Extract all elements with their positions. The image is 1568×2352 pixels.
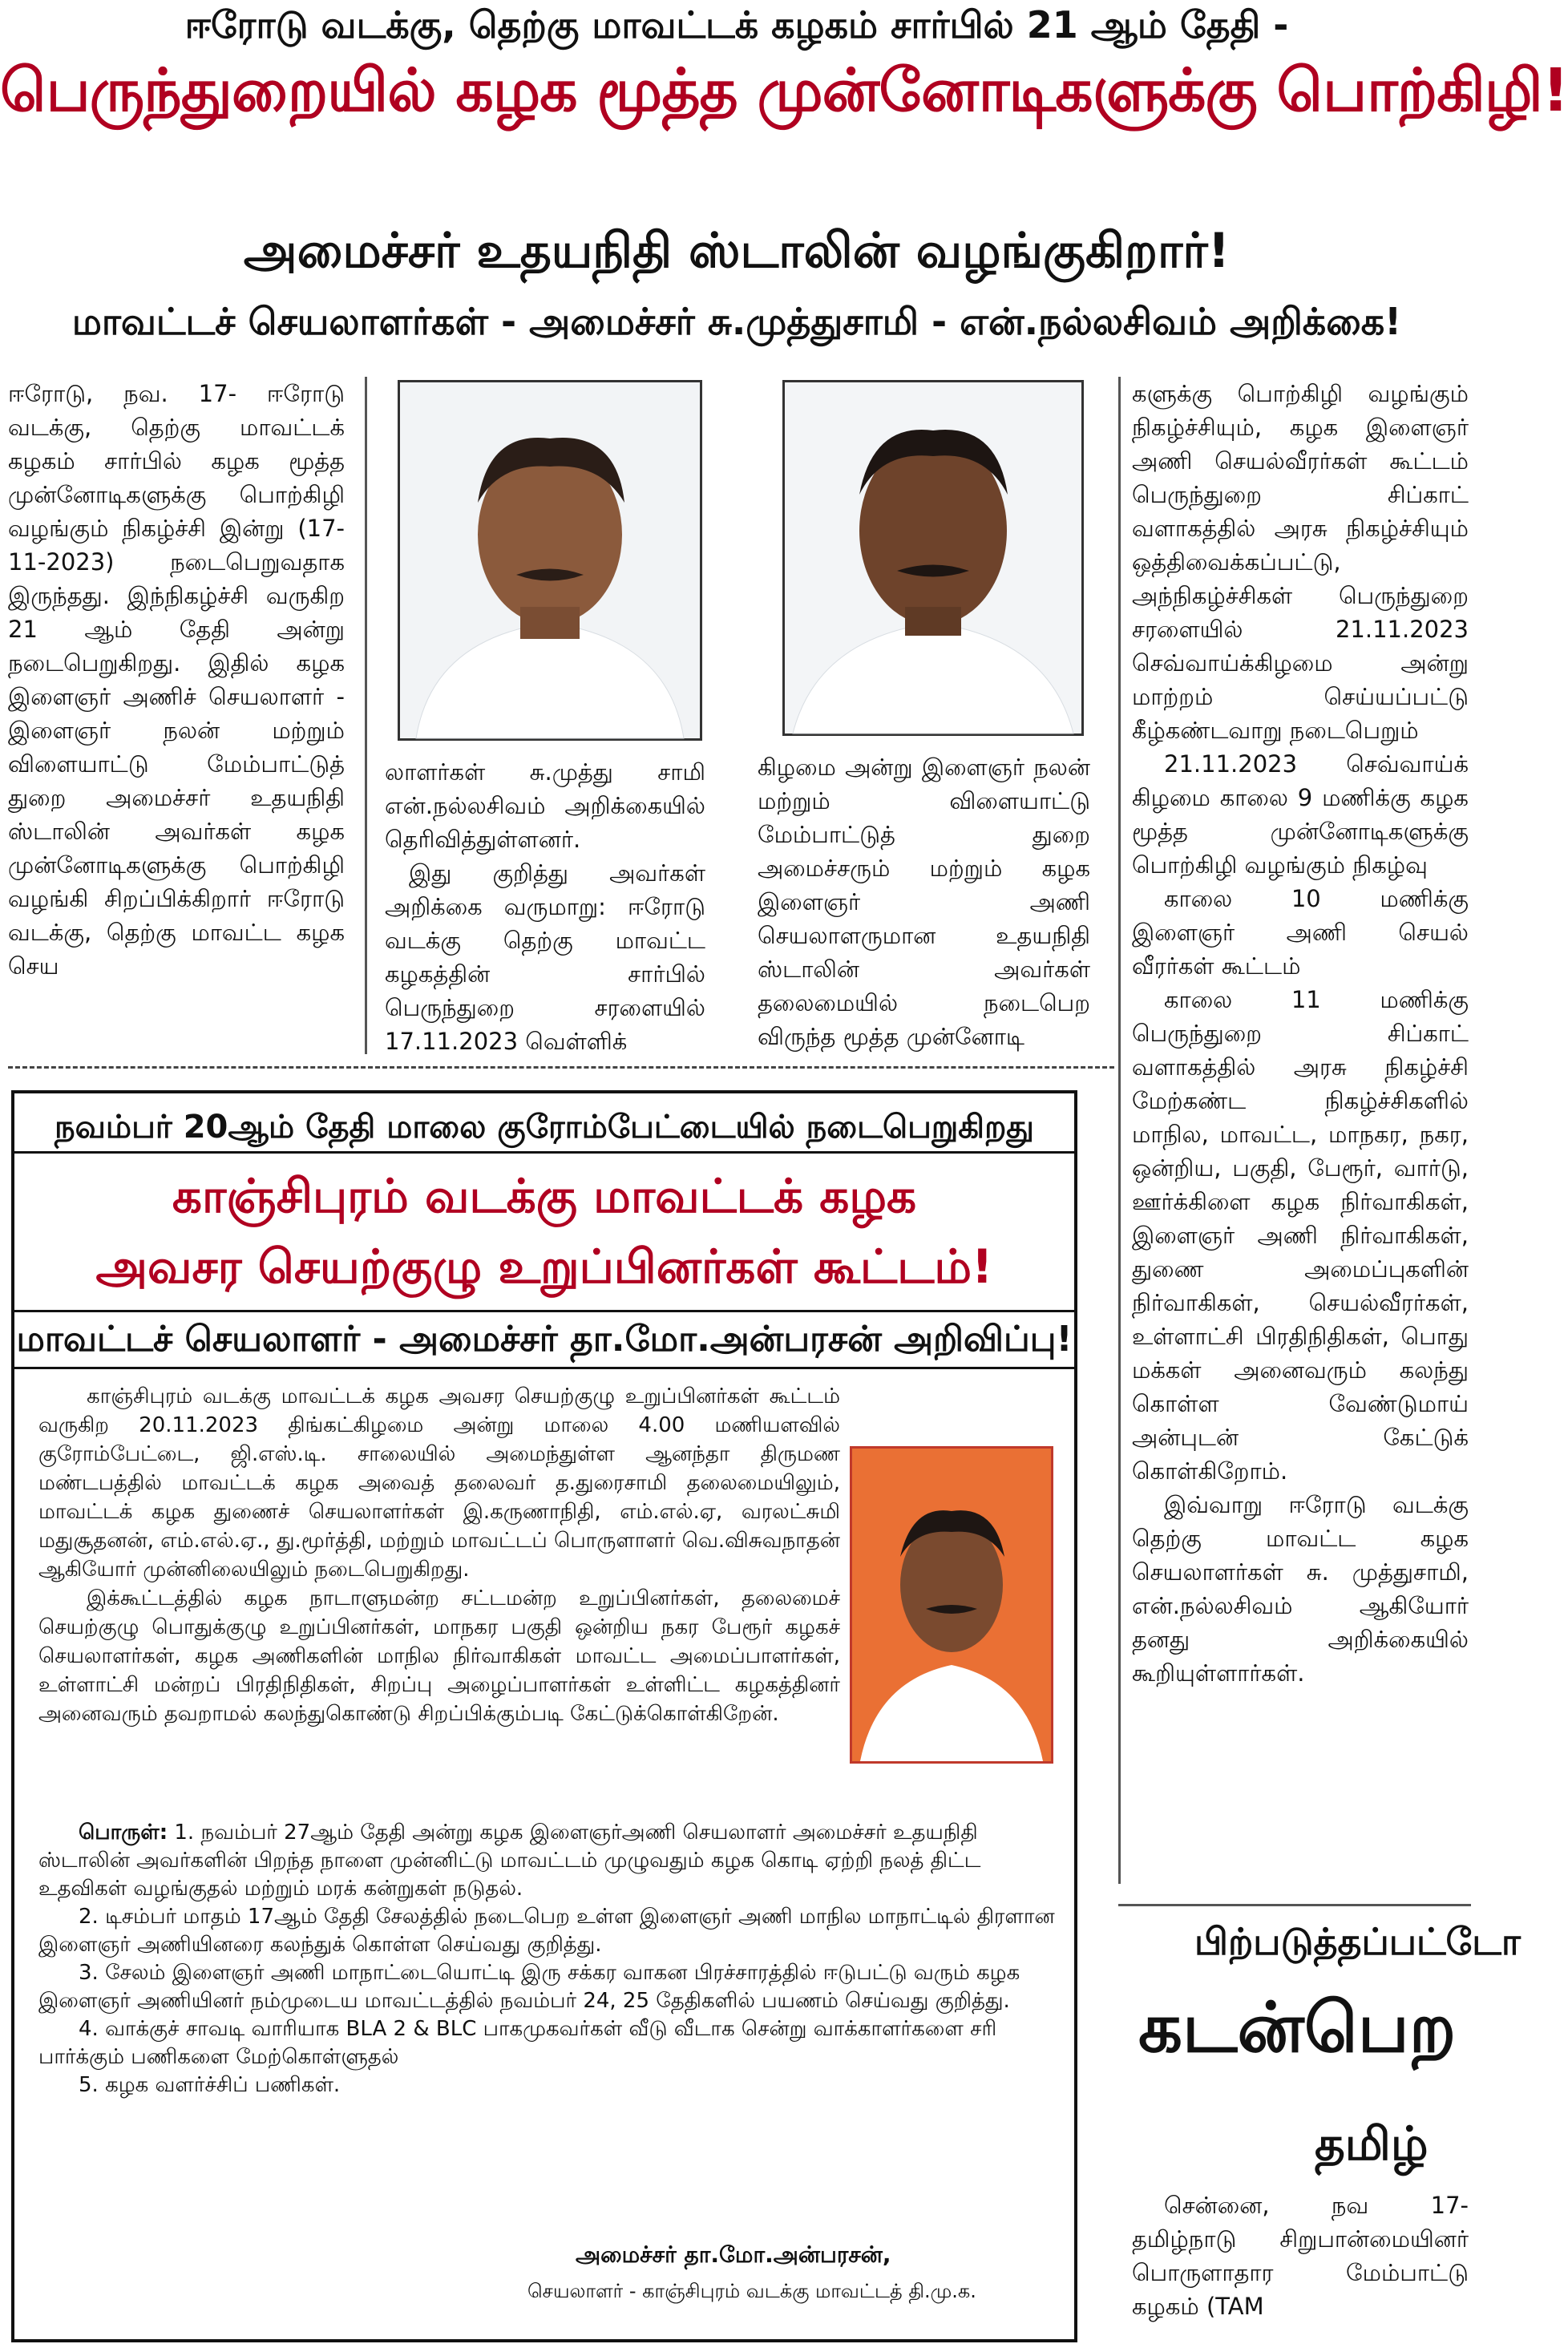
article-subheadline: அமைச்சர் உதயநிதி ஸ்டாலின் வழங்குகிறார்! — [243, 223, 1231, 279]
agenda-item: 2. டிசம்பர் மாதம் 17ஆம் தேதி சேலத்தில் நடைபெற உள்ள இளைஞர் அணி மாநில மாநாட்டில் திரளான இளைஞர் அணியினரை கலந்துக் கொள்ள செய்வது குறித்து. — [38, 1905, 1055, 1957]
agenda-item: 4. வாக்குச் சாவடி வாரியாக BLA 2 & BLC பாகமுகவர்கள் வீடு வீடாக சென்று வாக்காளர்களை சரி பார்க்கும் பணிகளை மேற்கொள்ளுதல் — [38, 2017, 997, 2069]
teaser-kicker: பிற்படுத்தப்பட்டோ — [1194, 1920, 1521, 1963]
notice-kicker: நவம்பர் 20ஆம் தேதி மாலை குரோம்பேட்டையில் நடைபெறுகிறது — [14, 1103, 1074, 1154]
article-col4-text-c: காலை 10 மணிக்கு இளைஞர் அணி செயல் வீரர்கள் கூட்டம் — [1132, 885, 1469, 980]
article-col4-text-e: இவ்வாறு ஈரோடு வடக்கு தெற்கு மாவட்ட கழக செயலாளர்கள் சு. முத்துசாமி, என்.நல்லசிவம் ஆகியோர் தனது அறிக்கையில் கூறியுள்ளார்கள். — [1132, 1491, 1469, 1687]
section-divider — [1118, 1904, 1471, 1906]
notice-paragraph-2: இக்கூட்டத்தில் கழக நாடாளுமன்ற சட்டமன்ற உறுப்பினர்கள், தலைமைச் செயற்குழு பொதுக்குழு உறுப்பினர்கள், மாநகர பகுதி ஒன்றிய நகர பேரூர் கழகச் செயலாளர்கள், கழக அணிகளின் மாநில நிர்வாகிகள் மாவட்ட அமைப்பாளர்கள், உள்ளாட்சி மன்றப் பிரதிநிதிகள், சிறப்பு அழைப்பாளர்கள் உள்ளிட்ட கழகத்தினர் அனைவரும் தவறாமல் கலந்துகொண்டு சிறப்பிக்கும்படி கேட்டுக்கொள்கிறேன். — [38, 1586, 840, 1726]
article-col4-text-a: களுக்கு பொற்கிழி வழங்கும் நிகழ்ச்சியும், கழக இளைஞர் அணி செயல்வீரர்கள் கூட்டம் பெருந்துறை சிப்காட் வளாகத்தில் அரசு நிகழ்ச்சியும் ஒத்திவைக்கப்பட்டு, அந்நிகழ்ச்சிகள் பெருந்துறை சரளையில் 21.11.2023 செவ்வாய்க்கிழமை அன்று மாற்றம் செய்யப்பட்டு கீழ்கண்டவாறு நடைபெறும் — [1132, 380, 1469, 744]
photo-muthusamy — [398, 380, 702, 741]
article-column-4 — [1132, 377, 1469, 1884]
notice-agenda — [38, 1819, 1057, 2236]
portrait-image — [400, 382, 700, 738]
article-headline: பெருந்துறையில் கழக மூத்த முன்னோடிகளுக்கு பொற்கிழி! — [0, 56, 1568, 125]
notice-headline-line-2: அவசர செயற்குழு உறுப்பினர்கள் கூட்டம்! — [95, 1239, 993, 1294]
article-col4-text-d: காலை 11 மணிக்கு பெருந்துறை சிப்காட் வளாகத்தில் அரசு நிகழ்ச்சி மேற்கண்ட நிகழ்ச்சிகளில் மாநில, மாவட்ட, மாநகர, நகர, ஒன்றிய, பகுதி, பேரூர், வார்டு, ஊர்க்கிளை கழக நிர்வாகிகள், இளைஞர் அணி நிர்வாகிகள், துணை அமைப்புகளின் நிர்வாகிகள், செயல்வீரர்கள், உள்ளாட்சி பிரதிநிதிகள், பொது மக்கள் அனைவரும் கலந்து கொள்ள வேண்டுமாய் அன்புடன் கேட்டுக் கொள்கிறோம். — [1132, 986, 1469, 1485]
teaser-headline: கடன்பெற — [1138, 1988, 1457, 2068]
article-col2-text: லாளர்கள் சு.முத்து சாமி என்.நல்லசிவம் அறிக்கையில் தெரிவித்துள்ளனர். — [385, 758, 705, 853]
agenda-item: 3. சேலம் இளைஞர் அணி மாநாட்டையொட்டி இரு சக்கர வாகன பிரச்சாரத்தில் ஈடுபட்டு வரும் கழக இளைஞர் அணியினர் நம்முடைய மாவட்டத்தில் நவம்பர் 24, 25 தேதிகளில் பயணம் செய்வது குறித்து. — [38, 1961, 1020, 2013]
article-col3-text: கிழமை அன்று இளைஞர் நலன் மற்றும் விளையாட்டு மேம்பாட்டுத் துறை அமைச்சரும் மற்றும் கழக இளைஞர் அணி செயலாளருமான உதயநிதி ஸ்டாலின் அவர்கள் தலைமையில் நடைபெற விருந்த மூத்த முன்னோடி — [758, 754, 1090, 1050]
notice-headline-line-1: காஞ்சிபுரம் வடக்கு மாவட்டக் கழக — [172, 1169, 917, 1223]
article-kicker: ஈரோடு வடக்கு, தெற்கு மாவட்டக் கழகம் சார்பில் 21 ஆம் தேதி - — [184, 3, 1289, 46]
notice-paragraph-1: காஞ்சிபுரம் வடக்கு மாவட்டக் கழக அவசர செயற்குழு உறுப்பினர்கள் கூட்டம் வருகிற 20.11.2023 திங்கட்கிழமை அன்று மாலை 4.00 மணியளவில் குரோம்பேட்டை, ஜி.எஸ்.டி. சாலையில் அமைந்துள்ள ஆனந்தா திருமண மண்டபத்தில் மாவட்டக் கழக அவைத் தலைவர் த.துரைசாமி தலைமையிலும், மாவட்டக் கழக துணைச் செயலாளர்கள் இ.கருணாநிதி, எம்.எல்.ஏ, வரலட்சுமி மதுசூதனன், எம்.எல்.ஏ., து.மூர்த்தி, மற்றும் மாவட்டப் பொருளாளர் வெ.விசுவநாதன் ஆகியோர் முன்னிலையிலும் நடைபெறுகிறது. — [38, 1384, 840, 1582]
photo-anbarasan — [850, 1446, 1053, 1764]
teaser-text — [1132, 2188, 1469, 2349]
notice-box — [11, 1090, 1077, 2342]
column-divider — [365, 377, 367, 1054]
teaser-paragraph: சென்னை, நவ 17- தமிழ்நாடு சிறுபான்மையினர் பொருளாதார மேம்பாட்டு கழகம் (TAM — [1132, 2192, 1469, 2320]
article-col4-text-b: 21.11.2023 செவ்வாய்க் கிழமை காலை 9 மணிக்கு கழக மூத்த முன்னோடிகளுக்கு பொற்கிழி வழங்கும் நிகழ்வு — [1132, 750, 1469, 879]
notice-body — [38, 1382, 840, 1815]
portrait-image — [785, 382, 1081, 733]
section-divider — [8, 1066, 1114, 1069]
column-divider — [1118, 377, 1121, 1884]
notice-designation: செயலாளர் - காஞ்சிபுரம் வடக்கு மாவட்டத் தி.மு.க. — [527, 2280, 976, 2302]
agenda-item: 5. கழக வளர்ச்சிப் பணிகள். — [79, 2073, 341, 2097]
article-byline-headline: மாவட்டச் செயலாளர்கள் - அமைச்சர் சு.முத்துசாமி - என்.நல்லசிவம் அறிக்கை! — [71, 300, 1402, 343]
notice-signature: அமைச்சர் தா.மோ.அன்பரசன், — [576, 2241, 891, 2268]
teaser-subheadline: தமிழ் — [1315, 2116, 1429, 2171]
article-col2-text-b: இது குறித்து அவர்கள் அறிக்கை வருமாறு: ஈரோடு வடக்கு தெற்கு மாவட்ட கழகத்தின் சார்பில் பெருந்துறை சரளையில் 17.11.2023 வெள்ளிக் — [385, 859, 705, 1055]
article-column-3 — [758, 750, 1090, 1052]
notice-subheadline: மாவட்டச் செயலாளர் - அமைச்சர் தா.மோ.அன்பரசன் அறிவிப்பு! — [14, 1310, 1074, 1369]
article-column-1 — [8, 377, 345, 1050]
photo-nallasivam — [782, 380, 1084, 736]
article-column-2 — [385, 755, 705, 1055]
portrait-image — [852, 1449, 1051, 1761]
agenda-item: பொருள்: 1. நவம்பர் 27ஆம் தேதி அன்று கழக இளைஞர்அணி செயலாளர் அமைச்சர் உதயநிதி ஸ்டாலின் அவர்களின் பிறந்த நாளை முன்னிட்டு மாவட்டம் முழுவதும் கழக கொடி ஏற்றி நலத் திட்ட உதவிகள் வழங்குதல் மற்றும் மரக் கன்றுகள் நடுதல். — [38, 1821, 981, 1901]
agenda-label: பொருள்: — [79, 1821, 168, 1845]
article-col1-text: ஈரோடு, நவ. 17- ஈரோடு வடக்கு, தெற்கு மாவட்டக் கழகம் சார்பில் கழக மூத்த முன்னோடிகளுக்கு பொற்கிழி வழங்கும் நிகழ்ச்சி இன்று (17-11-2023) நடைபெறுவதாக இருந்தது. இந்நிகழ்ச்சி வருகிற 21 ஆம் தேதி அன்று நடைபெறுகிறது. இதில் கழக இளைஞர் அணிச் செயலாளர் - இளைஞர் நலன் மற்றும் விளையாட்டு மேம்பாட்டுத் துறை அமைச்சர் உதயநிதி ஸ்டாலின் அவர்கள் கழக முன்னோடிகளுக்கு பொற்கிழி வழங்கி சிறப்பிக்கிறார் ஈரோடு வடக்கு, தெற்கு மாவட்ட கழக செய — [8, 380, 345, 980]
